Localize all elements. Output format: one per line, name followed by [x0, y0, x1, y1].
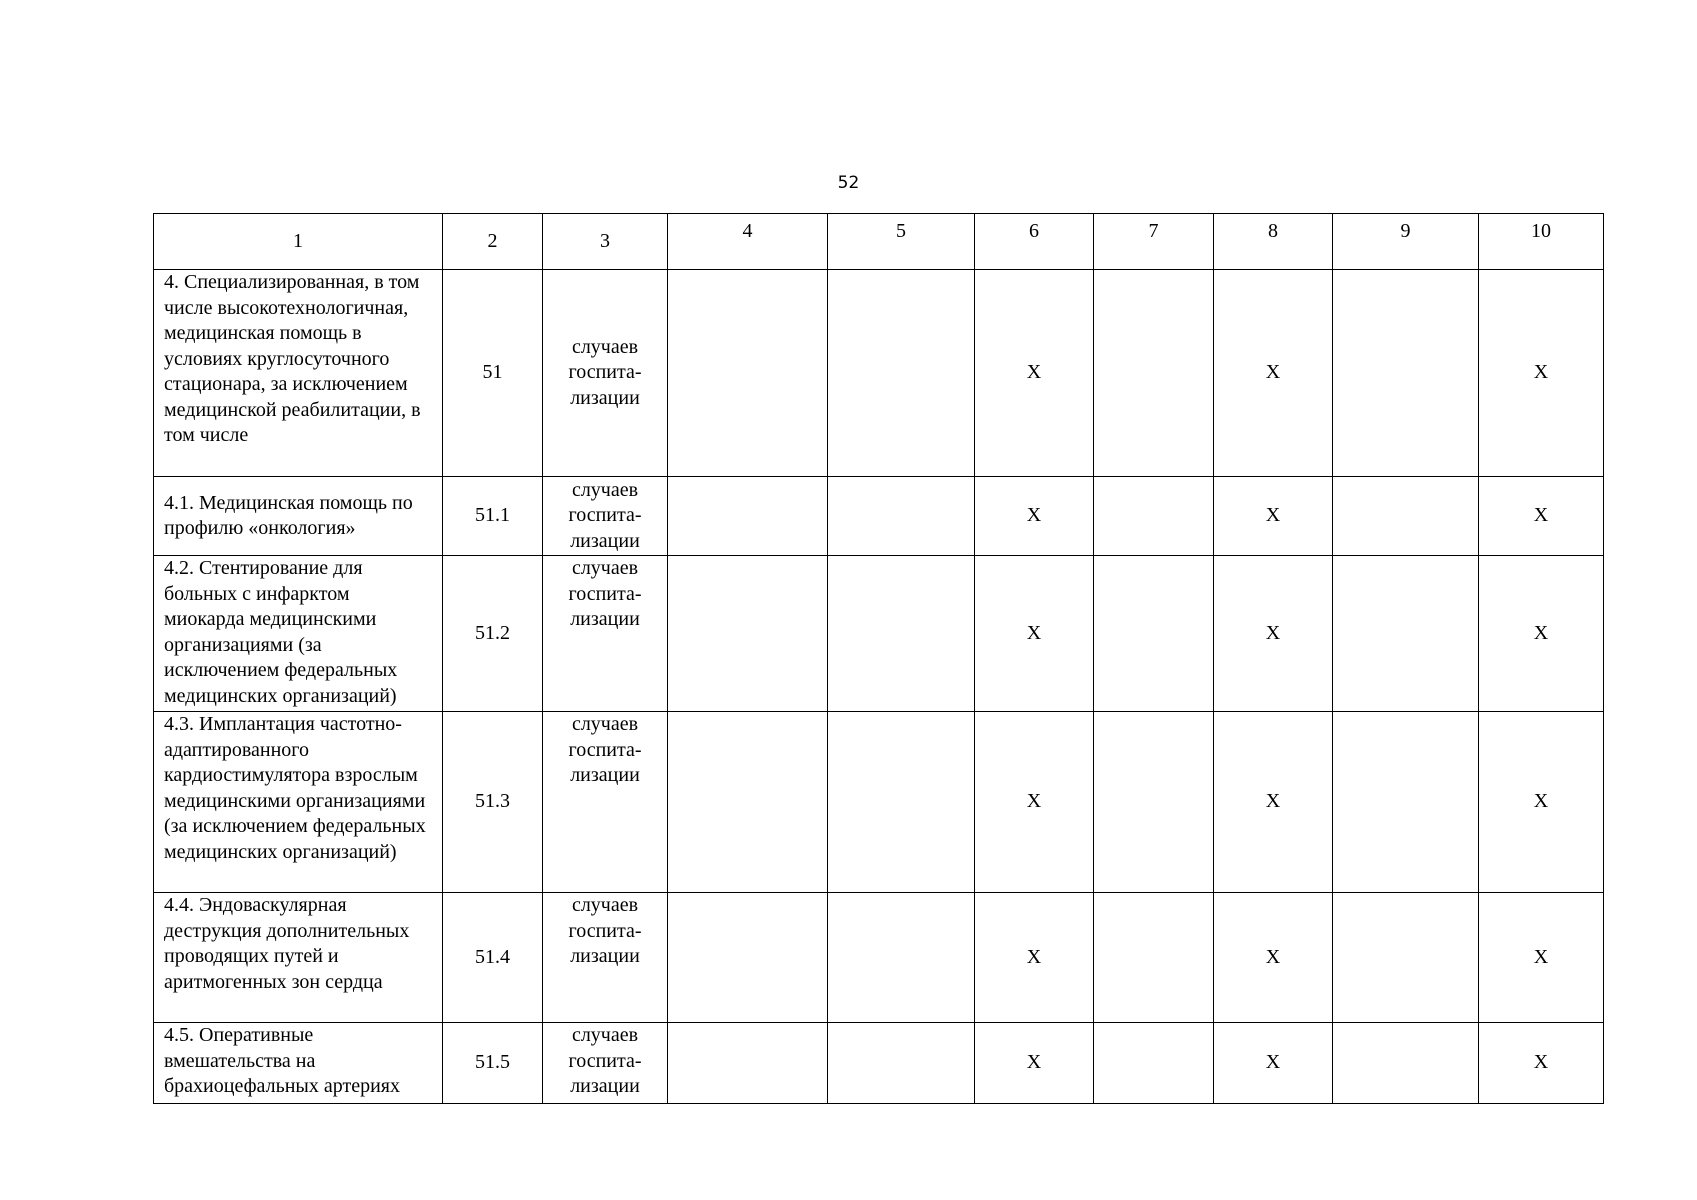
- value-cell: Х: [1479, 477, 1604, 556]
- row-number-cell: 51.2: [443, 556, 543, 712]
- column-header: 6: [975, 214, 1094, 270]
- value-cell: Х: [975, 893, 1094, 1023]
- column-header: 8: [1214, 214, 1333, 270]
- row-name-cell: 4.4. Эндоваскулярная деструкция дополнительных проводящих путей и аритмогенных зон сердца: [154, 893, 443, 1023]
- table-row: [154, 270, 1604, 477]
- column-header: 4: [668, 214, 828, 270]
- value-cell: [828, 556, 975, 712]
- value-cell: Х: [975, 712, 1094, 893]
- value-cell: [668, 556, 828, 712]
- table-row: [154, 893, 1604, 1023]
- value-cell: Х: [1214, 712, 1333, 893]
- value-cell: Х: [1479, 270, 1604, 477]
- row-number-cell: 51.1: [443, 477, 543, 556]
- column-header: 1: [154, 214, 443, 270]
- column-header: 2: [443, 214, 543, 270]
- row-unit-cell: случаев госпита-лизации: [543, 893, 668, 1023]
- value-cell: Х: [1479, 712, 1604, 893]
- column-header: 5: [828, 214, 975, 270]
- value-cell: Х: [975, 556, 1094, 712]
- value-cell: Х: [1214, 477, 1333, 556]
- value-cell: Х: [1479, 893, 1604, 1023]
- value-cell: [1094, 893, 1214, 1023]
- value-cell: [1333, 712, 1479, 893]
- value-cell: [668, 1023, 828, 1104]
- value-cell: [1094, 477, 1214, 556]
- row-unit-cell: случаев госпита-лизации: [543, 1023, 668, 1104]
- table-row: [154, 556, 1604, 712]
- row-name-cell: 4.1. Медицинская помощь по профилю «онкология»: [154, 477, 443, 556]
- row-name-cell: 4. Специализированная, в том числе высокотехнологичная, медицинская помощь в условиях круглосуточного стационара, за исключением медицинской реабилитации, в том числе: [154, 270, 443, 477]
- row-name-cell: 4.5. Оперативные вмешательства на брахиоцефальных артериях: [154, 1023, 443, 1104]
- value-cell: Х: [975, 1023, 1094, 1104]
- value-cell: [1094, 712, 1214, 893]
- column-header: 3: [543, 214, 668, 270]
- value-cell: [828, 1023, 975, 1104]
- row-unit-cell: случаев госпита-лизации: [543, 712, 668, 893]
- column-header: 9: [1333, 214, 1479, 270]
- row-name-cell: 4.3. Имплантация частотно-адаптированного кардиостимулятора взрослым медицинскими организациями (за исключением федеральных медицинских организаций): [154, 712, 443, 893]
- table-row: [154, 477, 1604, 556]
- column-header: 10: [1479, 214, 1604, 270]
- value-cell: Х: [975, 270, 1094, 477]
- value-cell: [668, 270, 828, 477]
- value-cell: Х: [1214, 270, 1333, 477]
- value-cell: [1333, 477, 1479, 556]
- value-cell: [1333, 556, 1479, 712]
- column-header: 7: [1094, 214, 1214, 270]
- value-cell: [1333, 270, 1479, 477]
- row-unit-cell: случаев госпита-лизации: [543, 477, 668, 556]
- value-cell: Х: [1479, 1023, 1604, 1104]
- row-number-cell: 51.5: [443, 1023, 543, 1104]
- page-number: 52: [837, 173, 860, 193]
- value-cell: [828, 893, 975, 1023]
- row-name-cell: 4.2. Стентирование для больных с инфарктом миокарда медицинскими организациями (за исключением федеральных медицинских организаций): [154, 556, 443, 712]
- value-cell: [1333, 1023, 1479, 1104]
- value-cell: [668, 893, 828, 1023]
- value-cell: Х: [975, 477, 1094, 556]
- value-cell: Х: [1214, 1023, 1333, 1104]
- row-unit-cell: случаев госпита-лизации: [543, 556, 668, 712]
- value-cell: [1094, 1023, 1214, 1104]
- row-number-cell: 51.4: [443, 893, 543, 1023]
- value-cell: Х: [1214, 556, 1333, 712]
- value-cell: Х: [1479, 556, 1604, 712]
- row-number-cell: 51.3: [443, 712, 543, 893]
- data-table: [153, 213, 1604, 1104]
- table-row: [154, 1023, 1604, 1104]
- value-cell: [1094, 556, 1214, 712]
- value-cell: [828, 712, 975, 893]
- value-cell: [828, 477, 975, 556]
- table-row: [154, 712, 1604, 893]
- table-header-row: [154, 214, 1604, 270]
- row-number-cell: 51: [443, 270, 543, 477]
- value-cell: [668, 712, 828, 893]
- value-cell: [1094, 270, 1214, 477]
- value-cell: [1333, 893, 1479, 1023]
- value-cell: Х: [1214, 893, 1333, 1023]
- value-cell: [668, 477, 828, 556]
- value-cell: [828, 270, 975, 477]
- row-unit-cell: случаев госпита-лизации: [543, 270, 668, 477]
